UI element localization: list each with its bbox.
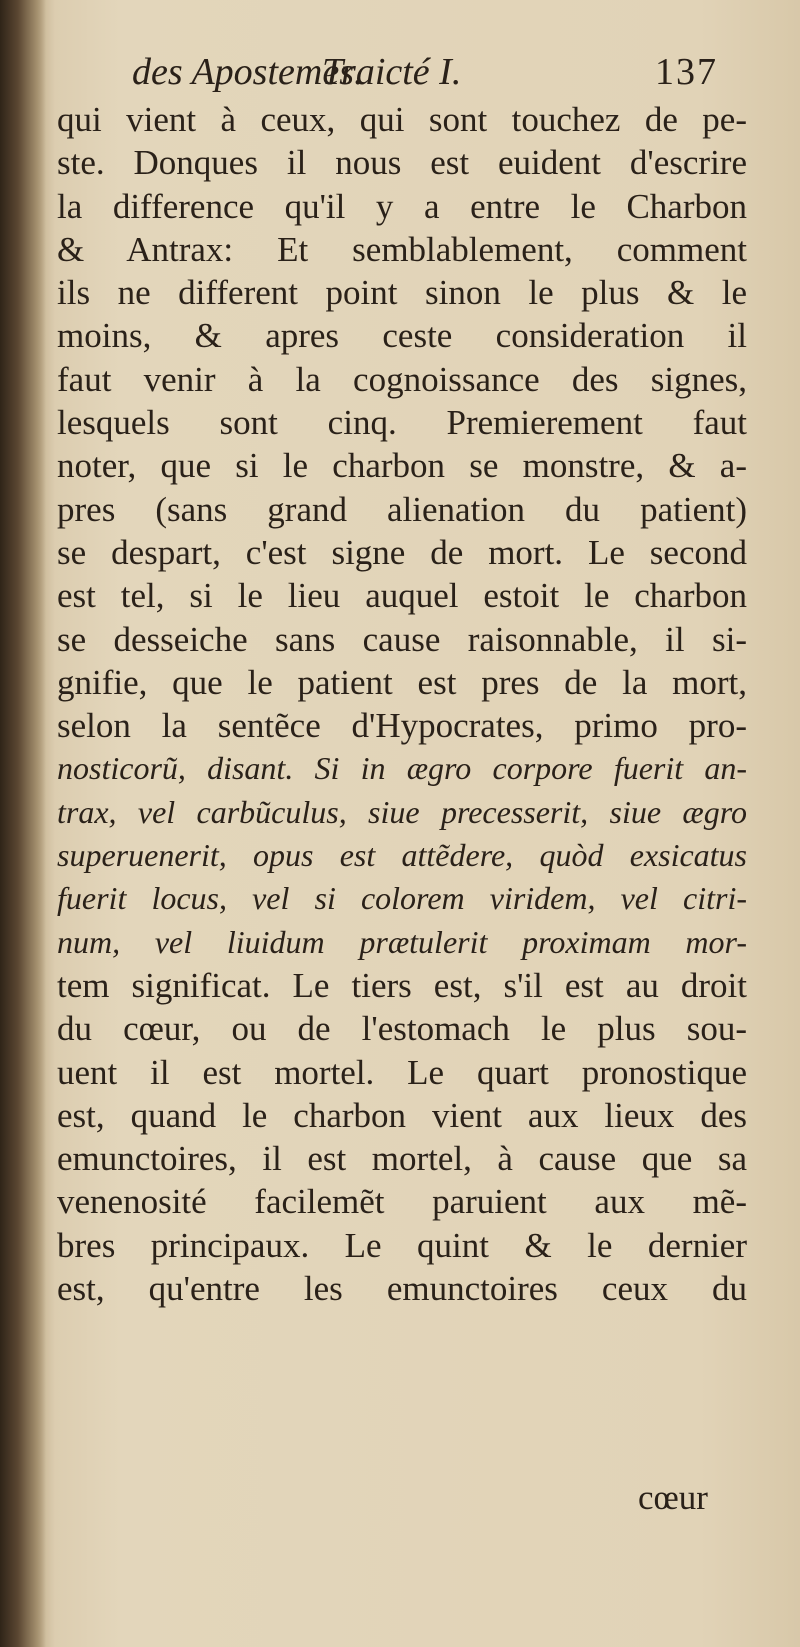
header-chapter: des Apostemes. xyxy=(132,51,364,93)
text-line: faut venir à la cognoissance des signes, xyxy=(57,359,747,399)
text-line: & Antrax: Et semblablement, comment xyxy=(57,229,747,269)
text-line: moins, & apres ceste consideration il xyxy=(57,316,747,356)
text-line: tem significat. Le tiers est, s'il est au droit xyxy=(57,965,747,1005)
text-line: la difference qu'il y a entre le Charbon xyxy=(57,186,747,226)
latin-quote-line: fuerit locus, vel si colorem viridem, vel citri- xyxy=(57,880,747,917)
page-gutter xyxy=(0,0,46,1647)
text-line: est, quand le charbon vient aux lieux des xyxy=(57,1095,747,1135)
text-line: venenosité facilemẽt paruient aux mẽ- xyxy=(57,1182,747,1222)
header-treatise: Traicté I. xyxy=(322,51,462,93)
latin-quote-line: superuenerit, opus est attẽdere, quòd exsicatus xyxy=(57,837,747,874)
body-text xyxy=(57,98,757,1310)
text-line: gnifie, que le patient est pres de la mort, xyxy=(57,662,747,702)
page-number: 137 xyxy=(655,51,718,93)
text-line: selon la sentẽce d'Hypocrates, primo pro- xyxy=(57,706,747,746)
text-line: noter, que si le charbon se monstre, & a- xyxy=(57,446,747,486)
text-line: est tel, si le lieu auquel estoit le charbon xyxy=(57,576,747,616)
text-line: se despart, c'est signe de mort. Le second xyxy=(57,532,747,572)
text-line: uent il est mortel. Le quart pronostique xyxy=(57,1052,747,1092)
text-line: est, qu'entre les emunctoires ceux du xyxy=(57,1269,747,1309)
text-line: ste. Donques il nous est euident d'escrire xyxy=(57,143,747,183)
latin-quote-line: trax, vel carbũculus, siue precesserit, siue ægro xyxy=(57,793,747,830)
latin-quote-line: nosticorũ, disant. Si in ægro corpore fuerit an- xyxy=(57,750,747,787)
text-line: qui vient à ceux, qui sont touchez de pe- xyxy=(57,100,747,139)
text-line: bres principaux. Le quint & le dernier xyxy=(57,1225,747,1265)
text-line: pres (sans grand alienation du patient) xyxy=(57,489,747,529)
text-line: emunctoires, il est mortel, à cause que sa xyxy=(57,1139,747,1179)
text-line: du cœur, ou de l'estomach le plus sou- xyxy=(57,1009,747,1049)
latin-quote-line: num, vel liuidum prætulerit proximam mor- xyxy=(57,923,747,960)
catchword: cœur xyxy=(638,1478,708,1517)
text-line: lesquels sont cinq. Premierement faut xyxy=(57,403,747,443)
text-line: ils ne different point sinon le plus & le xyxy=(57,273,747,313)
text-line: se desseiche sans cause raisonnable, il si- xyxy=(57,619,747,659)
